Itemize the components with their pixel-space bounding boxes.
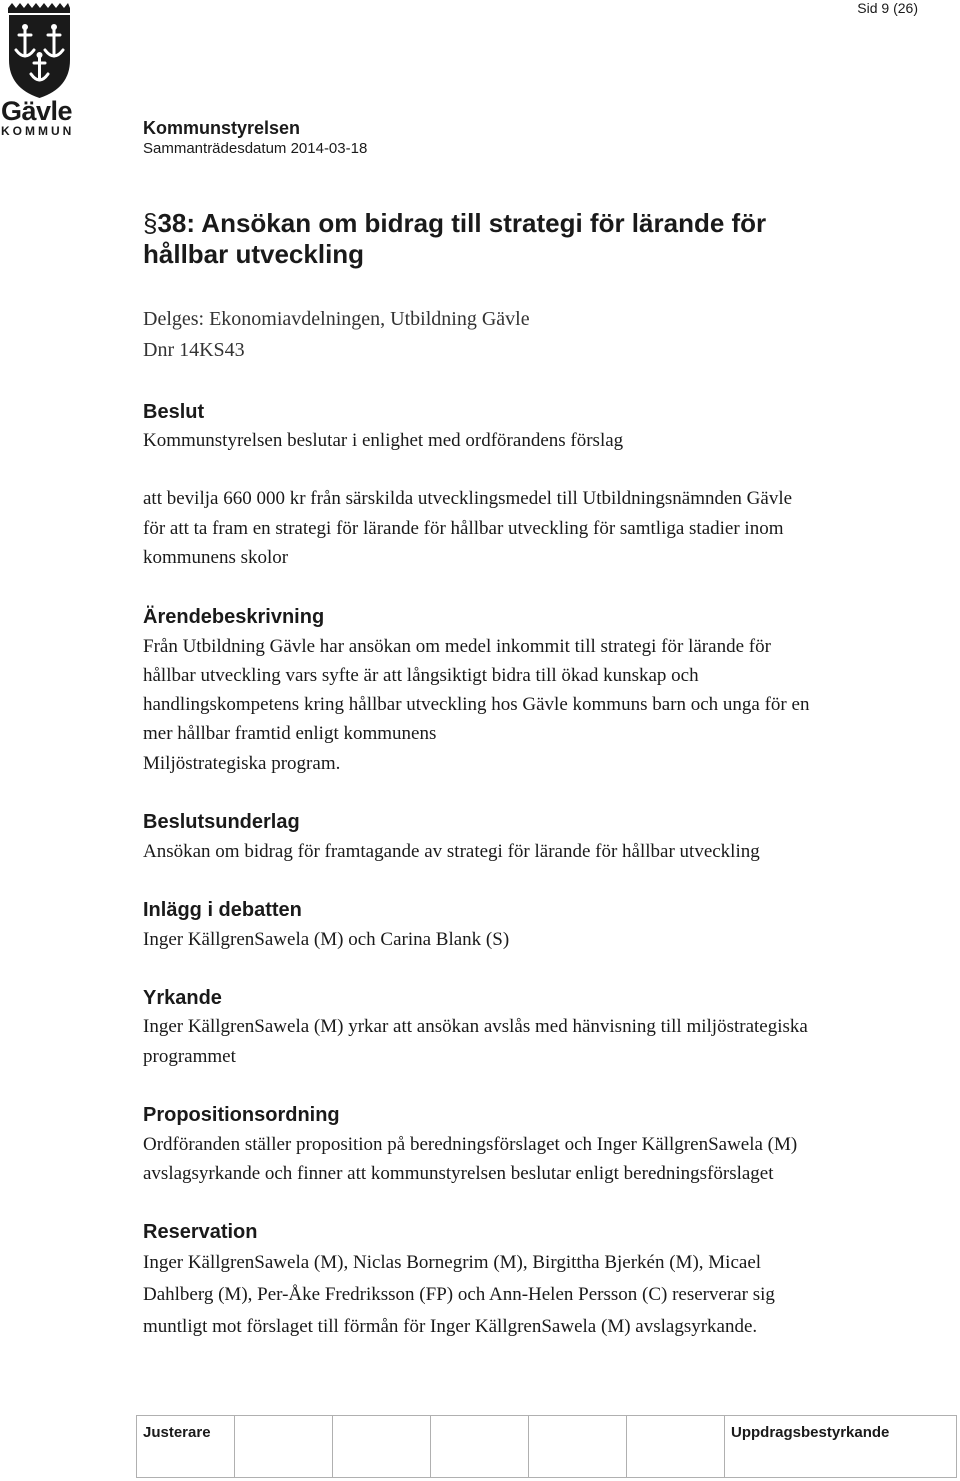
basis-heading: Beslutsunderlag	[143, 811, 300, 833]
proposition-text-line: Ordföranden ställer proposition på beredningsförslaget och Inger KällgrenSawela (M)	[143, 1134, 798, 1155]
debate-heading: Inlägg i debatten	[143, 899, 302, 921]
adjuster-signature-field[interactable]	[627, 1416, 725, 1478]
section-sign: §	[143, 208, 158, 238]
decision-heading: Beslut	[143, 401, 205, 423]
logo-subtitle: KOMMUN	[1, 124, 75, 138]
logo-name: Gävle	[1, 96, 73, 126]
case-title-continued: hållbar utveckling	[143, 239, 365, 269]
decision-intro: Kommunstyrelsen beslutar i enlighet med ordförandens förslag	[143, 430, 624, 451]
motion-text-line: programmet	[143, 1046, 236, 1067]
meeting-date: Sammanträdesdatum 2014-03-18	[143, 140, 368, 157]
proposition-text-line: avslagsyrkande och finner att kommunstyrelsen beslutar enligt beredningsförslaget	[143, 1163, 774, 1184]
description-text-line: hållbar utveckling vars syfte är att långsiktigt bidra till ökad kunskap och	[143, 665, 699, 686]
description-text-line: Från Utbildning Gävle har ansökan om medel inkommit till strategi för lärande för	[143, 636, 771, 657]
reservation-heading: Reservation	[143, 1221, 258, 1243]
basis-text: Ansökan om bidrag för framtagande av strategi för lärande för hållbar utveckling	[143, 841, 760, 862]
decision-text-line: för att ta fram en strategi för lärande för hållbar utveckling för samtliga stadier inom	[143, 518, 784, 539]
motion-text-line: Inger KällgrenSawela (M) yrkar att ansökan avslås med hänvisning till miljöstrategiska	[143, 1016, 808, 1037]
debate-text: Inger KällgrenSawela (M) och Carina Blank (S)	[143, 929, 510, 950]
signature-table	[136, 1415, 957, 1478]
adjuster-signature-field[interactable]	[333, 1416, 431, 1478]
case-title	[143, 208, 766, 239]
committee-name: Kommunstyrelsen	[143, 118, 301, 138]
reservation-text-line: Dahlberg (M), Per-Åke Fredriksson (FP) och Ann-Helen Persson (C) reserverar sig	[143, 1284, 775, 1305]
adjuster-label: Justerare	[137, 1416, 235, 1478]
certifier-label: Uppdragsbestyrkande	[725, 1416, 957, 1478]
case-title-text: 38: Ansökan om bidrag till strategi för lärande för	[157, 208, 767, 238]
reservation-text-line: muntligt mot förslaget till förmån för Inger KällgrenSawela (M) avslagsyrkande.	[143, 1316, 758, 1337]
description-heading: Ärendebeskrivning	[143, 606, 325, 628]
reference-number: Dnr 14KS43	[143, 339, 245, 361]
decision-text-line: att bevilja 660 000 kr från särskilda utvecklingsmedel till Utbildningsnämnden Gävle	[143, 488, 793, 509]
proposition-heading: Propositionsordning	[143, 1104, 340, 1126]
adjuster-signature-field[interactable]	[529, 1416, 627, 1478]
distribution-line: Delges: Ekonomiavdelningen, Utbildning Gävle	[143, 308, 530, 330]
decision-text-line: kommunens skolor	[143, 547, 289, 568]
motion-heading: Yrkande	[143, 987, 222, 1009]
description-text-line: Miljöstrategiska program.	[143, 753, 341, 774]
adjuster-signature-field[interactable]	[235, 1416, 333, 1478]
page-number: Sid 9 (26)	[857, 0, 918, 16]
gavle-kommun-logo	[0, 0, 80, 140]
description-text-line: handlingskompetens kring hållbar utveckling hos Gävle kommuns barn och unga för en	[143, 694, 810, 715]
adjuster-signature-field[interactable]	[431, 1416, 529, 1478]
reservation-text-line: Inger KällgrenSawela (M), Niclas Bornegrim (M), Birgittha Bjerkén (M), Micael	[143, 1252, 762, 1273]
description-text-line: mer hållbar framtid enligt kommunens	[143, 723, 437, 744]
